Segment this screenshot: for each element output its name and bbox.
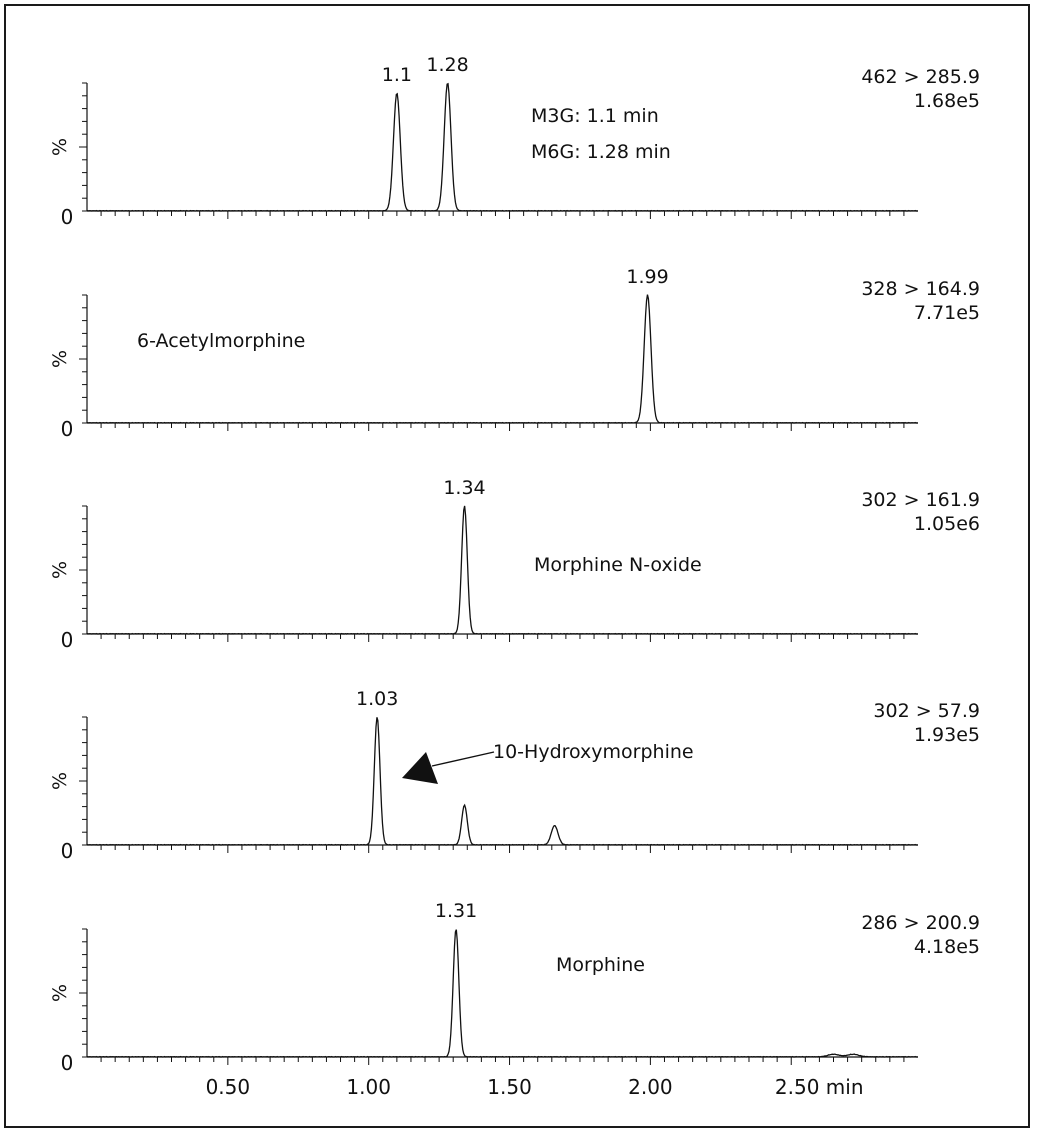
compound-annotation: 10-Hydroxymorphine (493, 741, 694, 763)
y-axis-label: % (49, 560, 71, 580)
chromatogram-trace (87, 717, 918, 845)
y-zero-label: 0 (60, 205, 74, 229)
y-zero-label: 0 (60, 1051, 74, 1075)
mrm-transition: 302 > 161.9 (861, 489, 980, 511)
peak-label: 1.28 (426, 54, 469, 76)
mrm-transition: 302 > 57.9 (873, 700, 980, 722)
x-tick-label: 1.50 (487, 1075, 532, 1099)
peak-label: 1.31 (434, 900, 478, 922)
mrm-transition: 328 > 164.9 (861, 278, 980, 300)
chromatogram-trace (87, 506, 918, 634)
peak-label: 1.03 (355, 688, 399, 710)
compound-annotation: 6-Acetylmorphine (137, 330, 306, 352)
chromatogram-trace (87, 84, 918, 211)
compound-annotation: Morphine (556, 954, 645, 976)
y-zero-label: 0 (60, 417, 74, 441)
compound-annotation: M3G: 1.1 min (531, 105, 659, 127)
y-zero-label: 0 (60, 839, 74, 863)
peak-label: 1.34 (443, 477, 486, 499)
y-zero-label: 0 (60, 628, 74, 652)
y-axis-label: % (49, 983, 71, 1003)
compound-annotation: M6G: 1.28 min (531, 141, 671, 163)
intensity-value: 1.68e5 (913, 90, 980, 112)
chromatogram-trace (87, 295, 918, 423)
y-axis-label: % (49, 137, 71, 157)
y-axis-label: % (49, 771, 71, 791)
peak-label: 1.1 (381, 64, 412, 87)
arrow-line (432, 752, 494, 766)
x-tick-label: 1.00 (346, 1075, 391, 1099)
chromatogram-trace (87, 930, 918, 1057)
peak-label: 1.99 (626, 266, 669, 288)
intensity-value: 4.18e5 (913, 936, 980, 958)
intensity-value: 1.93e5 (913, 724, 980, 746)
y-axis-label: % (49, 349, 71, 369)
mrm-transition: 462 > 285.9 (861, 66, 980, 88)
mrm-transition: 286 > 200.9 (861, 912, 980, 934)
x-tick-label: 0.50 (205, 1075, 251, 1099)
x-tick-label: 2.00 (628, 1075, 673, 1099)
intensity-value: 7.71e5 (913, 302, 980, 324)
compound-annotation: Morphine N-oxide (534, 554, 702, 576)
intensity-value: 1.05e6 (913, 513, 980, 535)
arrow-head (402, 752, 438, 784)
x-tick-label: 2.50 min (774, 1075, 864, 1099)
